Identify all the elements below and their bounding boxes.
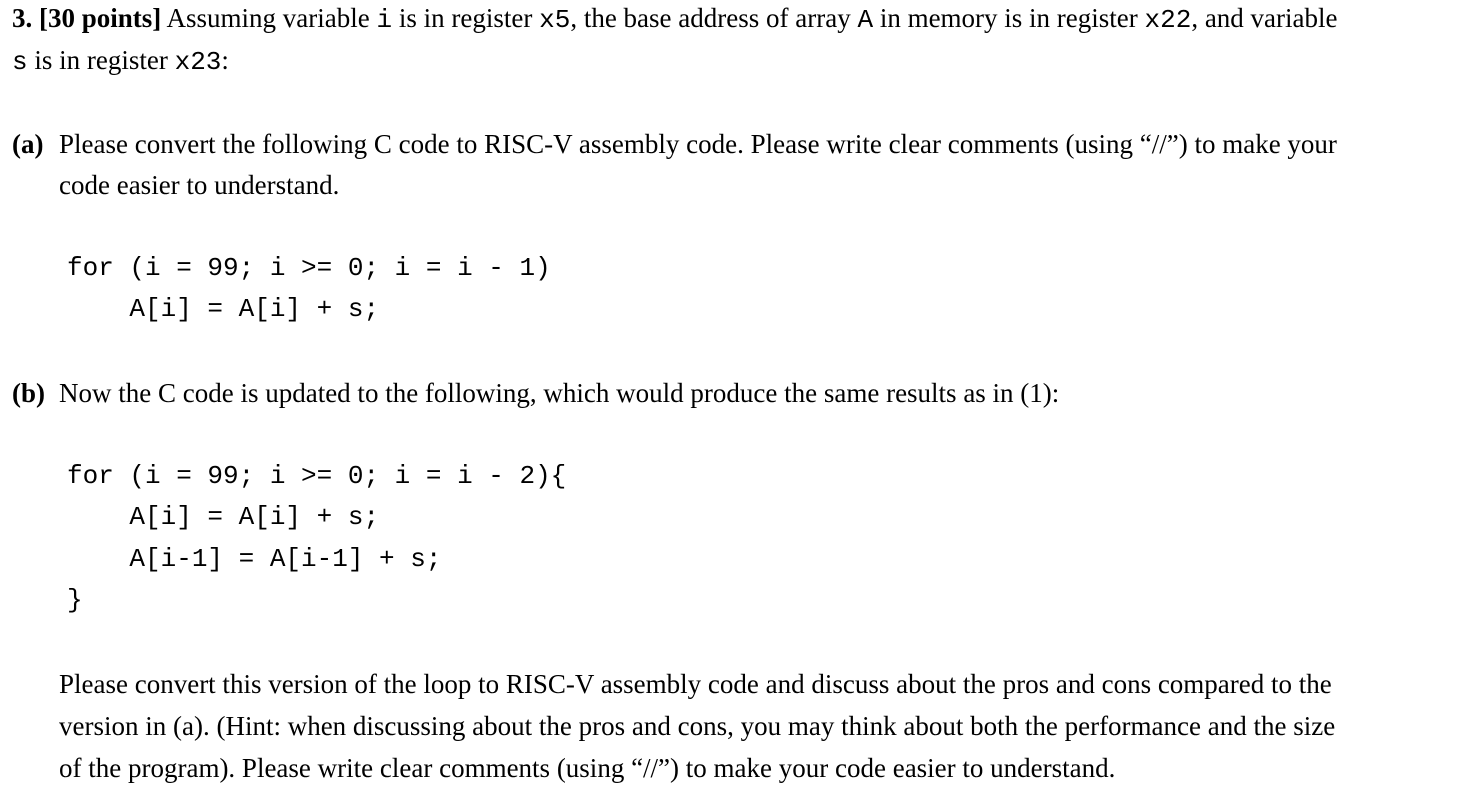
part-a-code-line2: A[i] = A[i] + s; — [67, 294, 380, 324]
part-b-label — [12, 375, 45, 411]
question-header-line2 — [12, 42, 229, 80]
register-x5: x5 — [539, 5, 571, 35]
part-b-code-line1: for (i = 99; i >= 0; i = i - 2){ — [67, 461, 567, 491]
intro-text: is in register — [392, 3, 540, 33]
part-b-code-line2: A[i] = A[i] + s; — [67, 502, 380, 532]
intro-text: , and variable — [1191, 3, 1338, 33]
part-b-followup-line3: of the program). Please write clear comments (using “//”) to make your code easier to understand. — [59, 753, 1116, 783]
intro-text: is in register — [27, 45, 175, 75]
register-x22: x22 — [1144, 5, 1192, 35]
intro-text: : — [221, 45, 229, 75]
var-i: i — [376, 5, 393, 35]
part-a-code-line1: for (i = 99; i >= 0; i = i - 1) — [67, 253, 551, 283]
intro-text: , the base address of array — [570, 3, 858, 33]
question-number: 3. — [12, 3, 33, 33]
var-s: s — [12, 47, 28, 77]
part-b-text: Now the C code is updated to the following, which would produce the same results as in (1): — [59, 378, 1060, 408]
intro-text: in memory is in register — [873, 3, 1145, 33]
part-b-followup-line2: version in (a). (Hint: when discussing about the pros and cons, you may think about both the performance and the size — [59, 711, 1336, 741]
part-a-label-text: (a) — [12, 129, 44, 159]
array-a: A — [857, 5, 874, 35]
question-points: [30 points] — [39, 3, 162, 33]
question-header-line1 — [12, 0, 1338, 38]
part-a-label — [12, 126, 43, 162]
part-a-text-line1: Please convert the following C code to RISC-V assembly code. Please write clear comments (using “//”) to make your — [59, 129, 1337, 159]
part-a-text-line2: code easier to understand. — [59, 170, 340, 200]
part-b-code-line3: A[i-1] = A[i-1] + s; — [67, 544, 442, 574]
part-b-followup-line1: Please convert this version of the loop to RISC-V assembly code and discuss about the pros and cons compared to the — [59, 669, 1332, 699]
intro-text: Assuming variable — [161, 3, 377, 33]
part-b-code-line4: } — [67, 585, 83, 615]
register-x23: x23 — [174, 47, 222, 77]
part-b-label-text: (b) — [12, 378, 45, 408]
